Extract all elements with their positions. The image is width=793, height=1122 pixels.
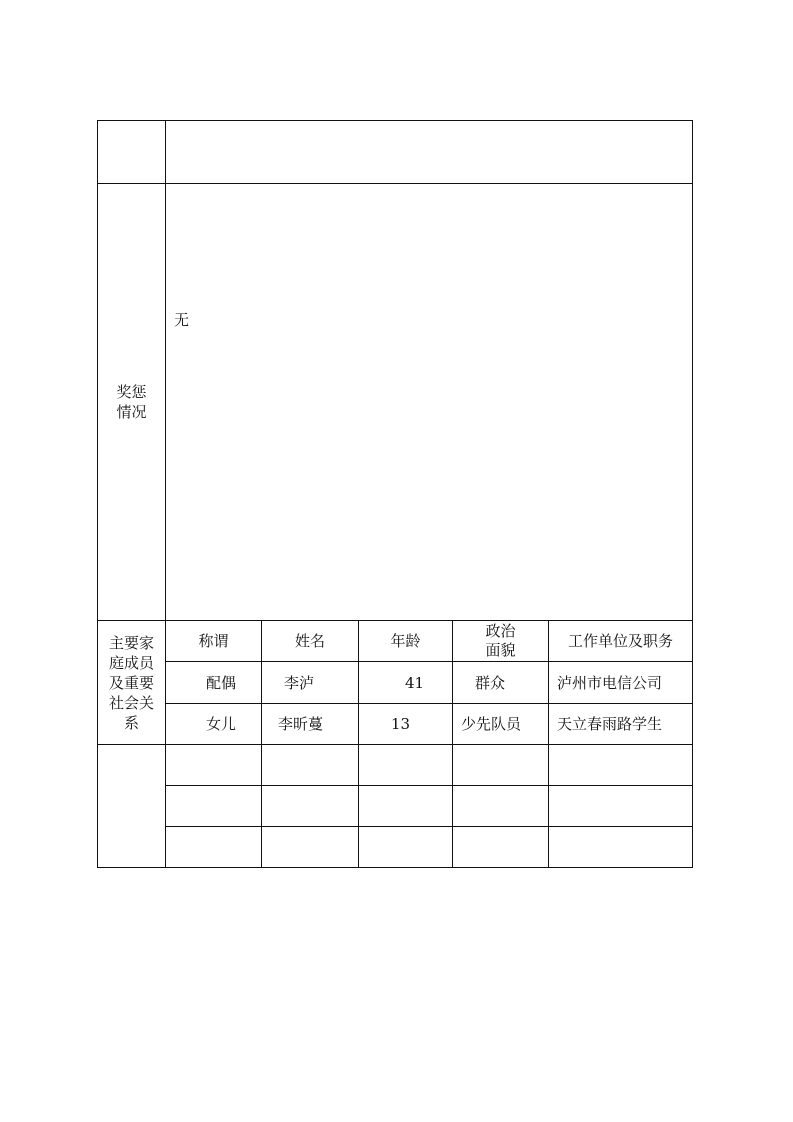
blank-cell [262,827,359,868]
blank-cell [262,786,359,827]
member-relation: 女儿 [166,704,262,745]
blank-cell [359,745,453,786]
top-blank-label-cell [98,121,166,184]
blank-cell [453,745,549,786]
blank-cell [166,827,262,868]
member-name: 李泸 [262,662,359,704]
member-work: 天立春雨路学生 [549,704,693,745]
reward-content: 无 [174,311,190,329]
member-work: 泸州市电信公司 [549,662,693,704]
family-label [98,621,166,745]
reward-label-line-1: 奖惩 [116,383,147,401]
family-label-line-2: 庭成员 [108,653,154,672]
header-age: 年龄 [359,621,453,662]
reward-label-line-2: 情况 [116,403,147,421]
header-relation: 称谓 [166,621,262,662]
blank-row [98,786,693,827]
family-member-row [98,704,693,745]
blank-row [98,827,693,868]
reward-label [98,184,166,621]
member-age: 13 [359,704,453,745]
family-member-row [98,662,693,704]
blank-row [98,745,693,786]
reward-content-cell [166,184,693,621]
header-political-line-1: 政治 [485,622,516,640]
blank-cell [166,745,262,786]
family-label-line-3: 及重要 [108,673,154,692]
header-name: 姓名 [262,621,359,662]
family-header-row [98,621,693,662]
member-age: 41 [359,662,453,704]
blank-cell [549,827,693,868]
family-label-line-5: 系 [123,713,139,732]
header-work: 工作单位及职务 [549,621,693,662]
blank-label-cell [98,745,166,868]
blank-cell [453,827,549,868]
member-name: 李昕蔓 [262,704,359,745]
top-blank-row [98,121,693,184]
member-relation: 配偶 [166,662,262,704]
blank-cell [262,745,359,786]
personnel-form-table [97,120,693,868]
blank-cell [359,786,453,827]
member-political: 少先队员 [453,704,549,745]
header-political-line-2: 面貌 [485,641,516,659]
blank-cell [359,827,453,868]
header-political [453,621,549,662]
family-label-line-4: 社会关 [108,693,154,712]
family-label-line-1: 主要家 [108,633,154,652]
blank-cell [166,786,262,827]
top-blank-content-cell [166,121,693,184]
member-political: 群众 [453,662,549,704]
blank-cell [549,745,693,786]
blank-cell [453,786,549,827]
reward-row [98,184,693,621]
blank-cell [549,786,693,827]
